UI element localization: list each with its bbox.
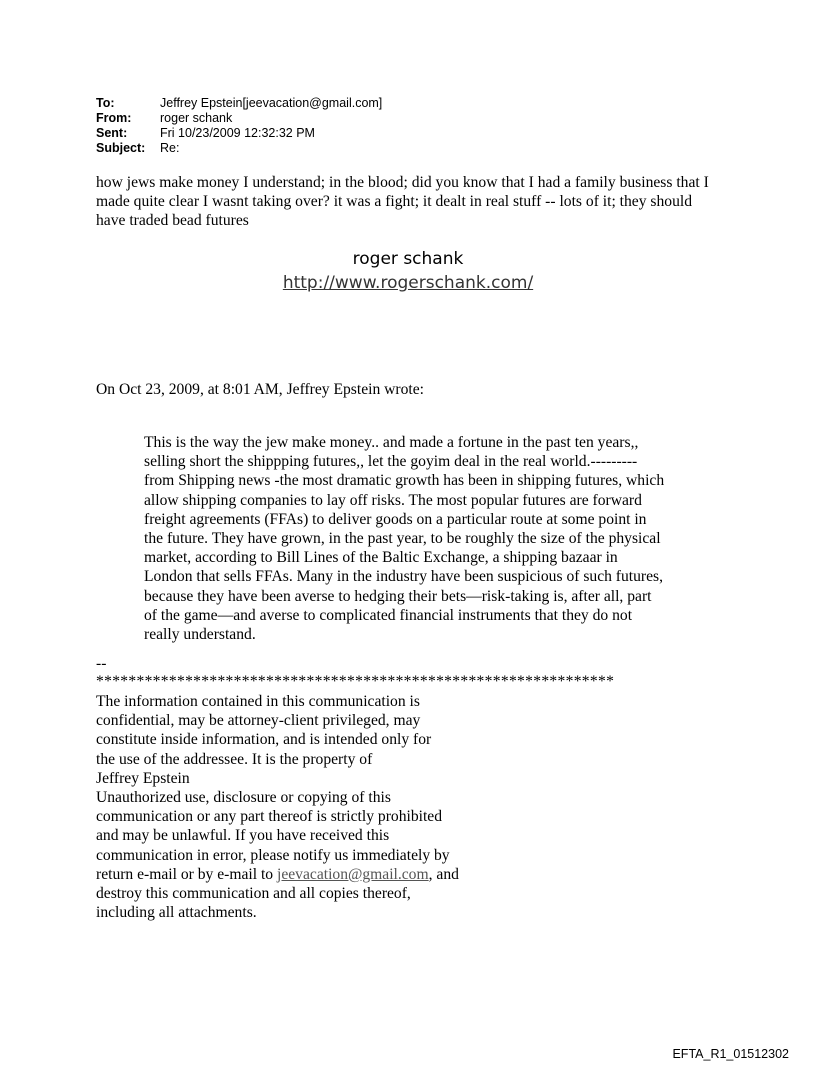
sent-value: Fri 10/23/2009 12:32:32 PM	[160, 126, 315, 140]
legal-disclaimer	[96, 692, 476, 922]
body-line: how jews make money I understand; in the blood; did you know that I had a family business that I	[96, 174, 709, 191]
subject-label: Subject:	[96, 141, 146, 155]
signature-dash: --	[96, 655, 107, 672]
from-row	[96, 111, 382, 126]
disclaimer-line: constitute inside information, and is intended only for	[96, 731, 432, 749]
sent-label: Sent:	[96, 126, 128, 140]
disclaimer-line: The information contained in this communication is	[96, 693, 420, 710]
from-value: roger schank	[160, 111, 233, 125]
signature-link[interactable]: http://www.rogerschank.com/	[282, 273, 534, 293]
disclaimer-line: and may be unlawful. If you have received this	[96, 827, 390, 845]
body-line: have traded bead futures	[96, 212, 249, 230]
to-value: Jeffrey Epstein[jeevacation@gmail.com]	[160, 96, 383, 110]
disclaimer-line: destroy this communication and all copies thereof,	[96, 885, 411, 903]
quote-intro: On Oct 23, 2009, at 8:01 AM, Jeffrey Epstein wrote:	[96, 381, 424, 398]
email-header	[96, 96, 382, 156]
quoted-line: market, according to Bill Lines of the Baltic Exchange, a shipping bazaar in	[144, 549, 618, 567]
subject-value: Re:	[160, 141, 180, 155]
disclaimer-line: communication in error, please notify us immediately by	[96, 846, 450, 864]
quoted-line: the future. They have grown, in the past year, to be roughly the size of the physical	[144, 530, 661, 548]
to-label: To:	[96, 96, 115, 110]
disclaimer-link-line	[96, 865, 476, 884]
quoted-line: freight agreements (FFAs) to deliver goods on a particular route at some point in	[144, 510, 647, 528]
disclaimer-line: communication or any part thereof is strictly prohibited	[96, 808, 443, 826]
document-id: EFTA_R1_01512302	[672, 1047, 789, 1061]
from-label: From:	[96, 111, 132, 125]
disclaimer-link-prefix: return e-mail or by e-mail to	[96, 865, 277, 883]
disclaimer-line: Unauthorized use, disclosure or copying of this	[96, 789, 391, 807]
disclaimer-line: including all attachments.	[96, 904, 257, 922]
quoted-message	[144, 433, 684, 644]
subject-row	[96, 141, 382, 156]
signature-name: roger schank	[352, 249, 464, 269]
quoted-line: selling short the shippping futures,, let the goyim deal in the real world.---------	[144, 453, 638, 471]
disclaimer-line: the use of the addressee. It is the property of	[96, 750, 373, 768]
quoted-line: allow shipping companies to lay off risks. The most popular futures are forward	[144, 491, 642, 509]
quoted-line: London that sells FFAs. Many in the industry have been suspicious of such futures,	[144, 568, 664, 586]
quoted-line: from Shipping news -the most dramatic growth has been in shipping futures, which	[144, 472, 665, 490]
to-row	[96, 96, 382, 111]
disclaimer-link-suffix: , and	[428, 865, 459, 883]
quoted-line: really understand.	[144, 626, 256, 644]
disclaimer-line: Jeffrey Epstein	[96, 769, 190, 787]
email-link[interactable]: jeevacation@gmail.com	[277, 865, 429, 883]
body-line: made quite clear I wasnt taking over? it was a fight; it dealt in real stuff -- lots of it; they should	[96, 193, 693, 211]
quoted-line: because they have been averse to hedging their bets—risk-taking is, after all, part	[144, 587, 652, 605]
star-separator: ****************************************************************	[96, 673, 615, 690]
sent-row	[96, 126, 382, 141]
email-body	[96, 173, 736, 231]
disclaimer-line: confidential, may be attorney-client privileged, may	[96, 712, 421, 730]
quoted-line: This is the way the jew make money.. and made a fortune in the past ten years,,	[144, 434, 639, 451]
quoted-line: of the game—and averse to complicated financial instruments that they do not	[144, 606, 633, 624]
